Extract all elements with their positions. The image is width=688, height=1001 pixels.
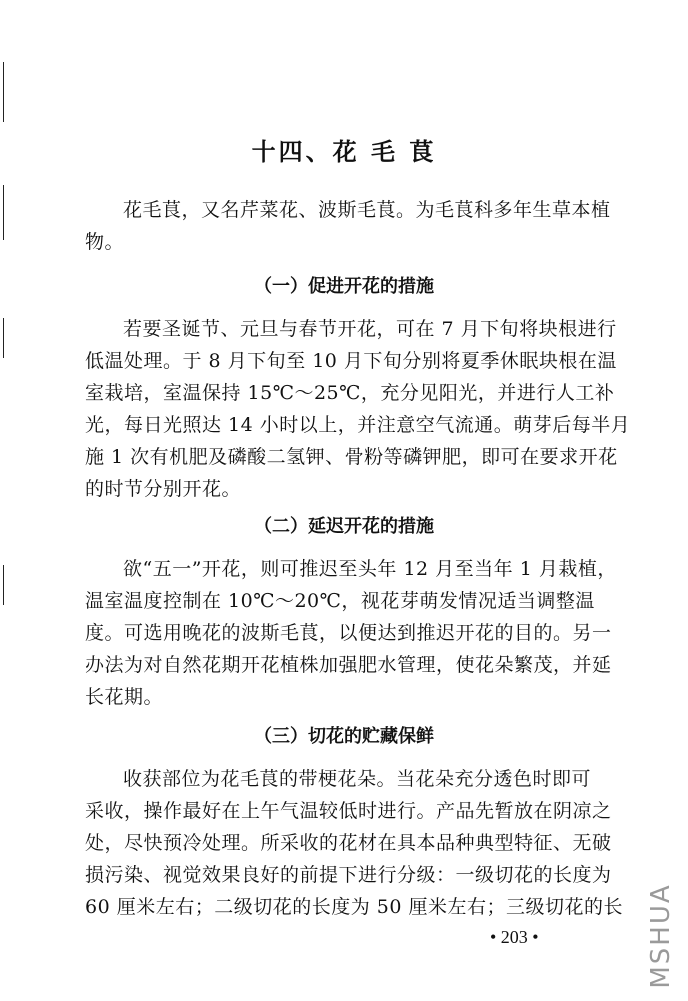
section-heading: （三）切花的贮藏保鲜 [254,726,434,747]
text-line: 采收，操作最好在上午气温较低时进行。产品先暂放在阴凉之 [85,800,612,822]
text-line: 长花期。 [85,686,164,708]
section-heading: （二）延迟开花的措施 [254,516,434,537]
watermark [633,870,688,1001]
section-2-paragraph [85,553,617,713]
section-heading: （一）促进开花的措施 [254,276,434,297]
chapter-title: 十四、花 毛 茛 [251,137,437,166]
text-line: 若要圣诞节、元旦与春节开花，可在 7 月下旬将块根进行 [123,318,617,340]
text-line: 光，每日光照达 14 小时以上，并注意空气流通。萌芽后每半月 [85,414,631,436]
text-line: 收获部位为花毛茛的带梗花朵。当花朵充分透色时即可 [123,768,592,790]
text-line: 损污染、视觉效果良好的前提下进行分级：一级切花的长度为 [85,864,612,886]
section-3-paragraph [85,763,623,923]
text-line: 施 1 次有机肥及磷酸二氢钾、骨粉等磷钾肥，即可在要求开花 [85,446,618,468]
scan-margin-mark [3,62,4,122]
text-line: 的时节分别开花。 [85,478,242,500]
text-line: 办法为对自然花期开花植株加强肥水管理，使花朵繁茂，并延 [85,654,612,676]
text-line: 物。 [85,231,125,253]
watermark-text: MSHUA [646,883,676,989]
text-line: 度。可选用晚花的波斯毛茛，以便达到推迟开花的目的。另一 [85,622,612,644]
page-number: • 203 • [490,927,539,947]
scan-margin-mark [3,318,4,358]
text-line: 欲“五一”开花，则可推迟至头年 12 月至当年 1 月栽植， [123,558,617,580]
text-line: 室栽培，室温保持 15℃～25℃，充分见阳光，并进行人工补 [85,382,615,404]
scan-margin-mark [3,185,4,240]
text-line: 花毛茛，又名芹菜花、波斯毛茛。为毛茛科多年生草本植 [123,199,611,221]
intro-paragraph [85,194,611,258]
text-line: 低温处理。于 8 月下旬至 10 月下旬分别将夏季休眠块根在温 [85,350,617,372]
text-line: 温室温度控制在 10℃～20℃，视花芽萌发情况适当调整温 [85,590,595,612]
text-line: 处，尽快预冷处理。所采收的花材在具本品种典型特征、无破 [85,832,612,854]
section-1-paragraph [85,313,631,505]
scan-margin-mark [3,565,4,605]
text-line: 60 厘米左右；二级切花的长度为 50 厘米左右；三级切花的长 [85,896,623,918]
